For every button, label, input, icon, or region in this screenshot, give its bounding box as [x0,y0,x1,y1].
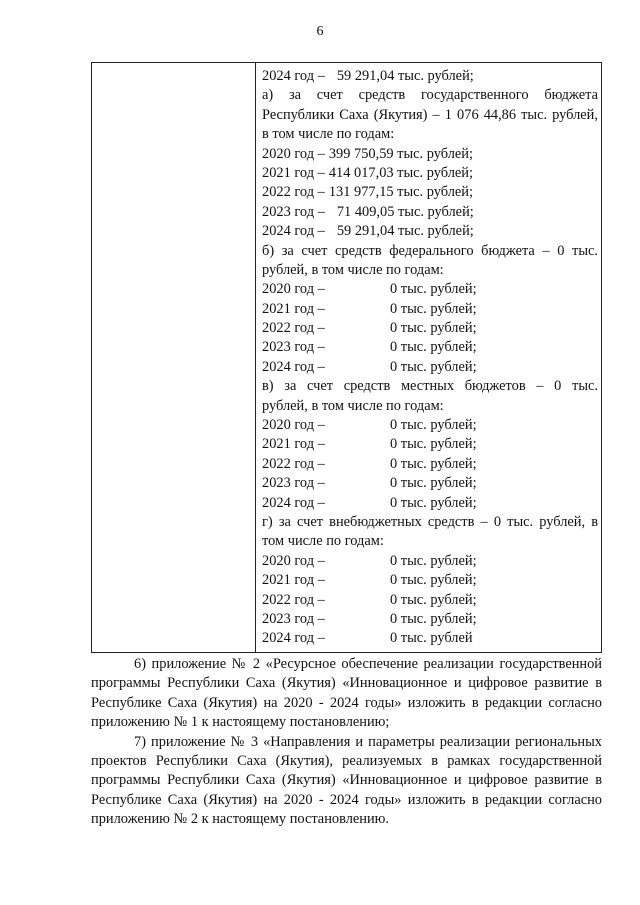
budget-year: 2022 год – [262,184,325,201]
budget-line [262,319,598,338]
budget-amount: 0 тыс. рублей; [390,475,477,492]
paragraph-item-6: 6) приложение № 2 «Ресурсное обеспечение реализации государственной программы Республики Саха (Якутия) «Инновационное и цифровое развитие в Республике Саха (Якутия) на 2020 - 2024 годы» изложить в редакции согласно приложению № 1 к настоящему постановлению; [91,656,602,731]
budget-table [91,62,602,653]
budget-line: в том числе по годам: [262,126,395,143]
budget-line [262,494,598,513]
budget-amount: 0 тыс. рублей; [390,494,477,511]
budget-line: рублей, в том числе по годам: [262,397,444,414]
budget-year: 2020 год – [262,417,325,434]
budget-line: б) за счет средств федерального бюджета – 0 тыс. [262,242,598,259]
budget-year: 2024 год – [262,494,325,511]
budget-line [262,203,598,222]
budget-line [262,591,598,610]
budget-amount: 0 тыс. рублей; [390,417,477,434]
budget-line [262,338,598,357]
budget-line [262,435,598,454]
budget-year: 2021 год – [262,164,325,181]
budget-amount: 414 017,03 тыс. рублей; [328,164,473,181]
budget-year: 2020 год – [262,145,325,162]
body-text [91,655,602,830]
budget-year: 2021 год – [262,436,325,453]
budget-line: в) за счет средств местных бюджетов – 0 тыс. [262,378,598,395]
budget-line [262,474,598,493]
budget-amount: 0 тыс. рублей; [390,610,477,627]
budget-amount: 399 750,59 тыс. рублей; [328,145,473,162]
budget-line [262,416,598,435]
budget-line: рублей, в том числе по годам: [262,261,444,278]
budget-year: 2024 год – [262,358,325,375]
paragraph-item-7: 7) приложение № 3 «Направления и параметры реализации региональных проектов Республики Саха (Якутия), реализуемых в рамках государственной программы Республики Саха (Якутия) «Инновационное и цифровое развитие в Республике Саха (Якутия) на 2020 - 2024 годы» изложить в редакции согласно приложению № 2 к настоящему постановлению. [91,733,602,828]
budget-amount: 0 тыс. рублей; [390,339,477,356]
budget-year: 2023 год – [262,339,325,356]
page-number: 6 [316,24,324,39]
budget-year: 2021 год – [262,300,325,317]
budget-year: 2020 год – [262,552,325,569]
budget-line [262,164,598,183]
budget-year: 2021 год – [262,572,325,589]
budget-year: 2024 год – [262,68,325,84]
budget-line [262,145,598,164]
table-right-cell [262,67,598,649]
budget-amount: 0 тыс. рублей [390,630,473,647]
budget-line [262,222,598,241]
budget-year: 2024 год – [262,223,325,240]
budget-year: 2023 год – [262,203,325,220]
budget-amount: 71 409,05 тыс. рублей; [336,203,474,220]
budget-line [262,455,598,474]
budget-amount: 0 тыс. рублей; [390,320,477,337]
table-column-divider [255,63,256,652]
budget-line: том числе по годам: [262,533,384,550]
budget-line [262,358,598,377]
budget-line [262,67,598,86]
budget-line [262,300,598,319]
budget-line [262,552,598,571]
budget-amount: 131 977,15 тыс. рублей; [328,184,473,201]
budget-line: а) за счет средств государственного бюджета [262,87,598,104]
budget-year: 2020 год – [262,281,325,298]
budget-line [262,183,598,202]
budget-line [262,610,598,629]
budget-amount: 0 тыс. рублей; [390,591,477,608]
budget-amount: 59 291,04 тыс. рублей; [336,68,474,84]
budget-line: Республики Саха (Якутия) – 1 076 44,86 тыс. рублей, [262,106,598,123]
budget-amount: 0 тыс. рублей; [390,300,477,317]
budget-year: 2023 год – [262,475,325,492]
budget-amount: 0 тыс. рублей; [390,455,477,472]
budget-line [262,280,598,299]
budget-line [262,629,598,648]
budget-amount: 0 тыс. рублей; [390,572,477,589]
budget-year: 2023 год – [262,610,325,627]
budget-amount: 0 тыс. рублей; [390,436,477,453]
budget-amount: 59 291,04 тыс. рублей; [336,223,474,240]
budget-amount: 0 тыс. рублей; [390,358,477,375]
budget-year: 2024 год – [262,630,325,647]
budget-year: 2022 год – [262,591,325,608]
budget-amount: 0 тыс. рублей; [390,281,477,298]
budget-amount: 0 тыс. рублей; [390,552,477,569]
budget-line: г) за счет внебюджетных средств – 0 тыс. рублей, в [262,513,598,530]
budget-year: 2022 год – [262,320,325,337]
budget-year: 2022 год – [262,455,325,472]
budget-line [262,571,598,590]
